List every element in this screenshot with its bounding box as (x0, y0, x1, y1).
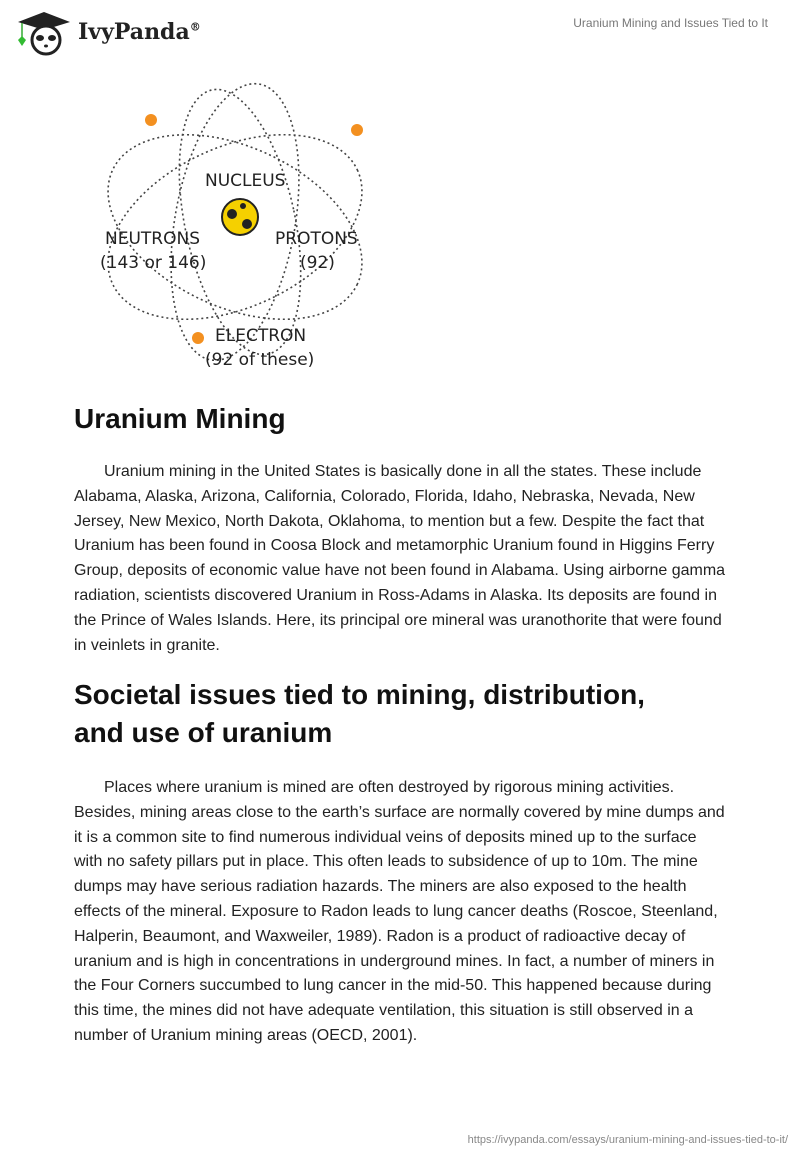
ivypanda-logo[interactable] (16, 8, 201, 56)
section-heading: Uranium Mining (74, 403, 286, 434)
label-neutrons: NEUTRONS (105, 229, 200, 249)
section-paragraph: Uranium mining in the United States is basically done in all the states. These include Alabama, Alaska, Arizona, California, Colorado, Florida, Idaho, Nebraska, Nevada, New Jersey, New Mexico, North Dakota, Oklahoma, to mention but a few. Despite the fact that Uranium has been found in Coosa Block and metamorphic Uranium found in Higgins Ferry Group, deposits of economic value have not been found in Alabama. Using airborne gamma radiation, scientists discovered Uranium in Ross-Adams in Alaska. Its deposits are found in the Prince of Wales Islands. Here, its principal ore mineral was uranothorite that were found in veinlets in granite. (74, 463, 726, 654)
nucleus-icon (222, 199, 258, 235)
source-url[interactable]: https://ivypanda.com/essays/uranium-mining-and-issues-tied-to-it/ (467, 1134, 788, 1146)
uranium-atom-diagram (95, 82, 385, 377)
label-protons: PROTONS (275, 229, 358, 249)
panda-logo-icon (16, 8, 72, 56)
label-electron: ELECTRON (215, 326, 307, 346)
electron-dot (351, 124, 363, 136)
label-protons-count: (92) (300, 253, 335, 273)
label-electron-count: (92 of these) (205, 350, 315, 370)
section-paragraph: Places where uranium is mined are often destroyed by rigorous mining activities. Besides, mining areas close to the earth’s surface are normally covered by mine dumps and it is a common site to find numerous individual veins of deposits mined up to the surface with no safety pillars put in place. This often leads to subsidence of up to 10m. The mine dumps may have serious radiation hazards. The miners are also exposed to the health effects of the mineral. Exposure to Radon leads to lung cancer deaths (Roscoe, Steenland, Halperin, Beaumont, and Waxweiler, 1989). Radon is a product of radioactive decay of uranium and is high in concentrations in underground mines. In fact, a number of miners in the Four Corners succumbed to lung cancer in the mid-50. This happened because during this time, the mines did not have adequate ventilation, this situation is still observed in a number of Uranium mining areas (OECD, 2001). (74, 779, 725, 1044)
electron-dot (192, 332, 204, 344)
label-neutrons-count: (143 or 146) (100, 253, 207, 273)
document-title: Uranium Mining and Issues Tied to It (573, 16, 768, 30)
electron-dot (145, 114, 157, 126)
label-nucleus: NUCLEUS (205, 171, 286, 191)
brand-name: IvyPanda (78, 19, 190, 45)
registered-mark: ® (189, 20, 201, 34)
section-heading: Societal issues tied to mining, distribution, and use of uranium (74, 679, 645, 748)
